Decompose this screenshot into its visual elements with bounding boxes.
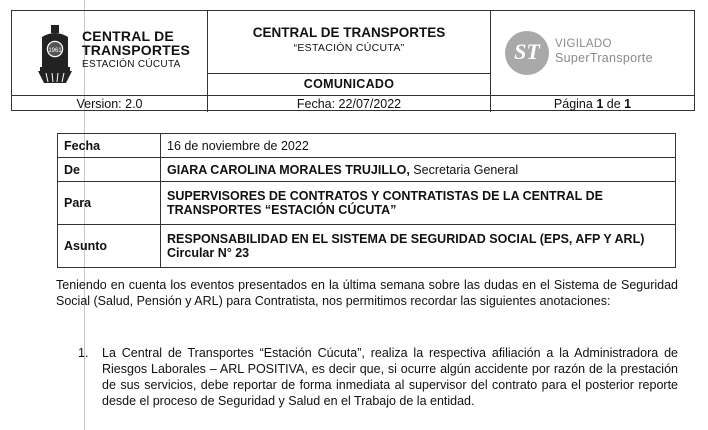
vigilado-line2: SuperTransporte (555, 51, 653, 65)
logo-line1: CENTRAL DE (82, 28, 174, 44)
table-row (58, 225, 676, 268)
logo-badge-text: 1961 (48, 48, 62, 54)
pagina-num: 1 (596, 97, 604, 111)
pagina-total: 1 (624, 97, 632, 111)
title-cell (208, 11, 491, 73)
asunto-text: RESPONSABILIDAD EN EL SISTEMA DE SEGURIDAD SOCIAL (EPS, AFP Y ARL) Circular N° 23 (167, 232, 645, 260)
de-role: Secretaria General (409, 162, 519, 177)
info-table (57, 133, 676, 268)
supertransporte-logo-icon (505, 31, 549, 75)
de-key: De (58, 158, 161, 182)
para-key: Para (58, 182, 161, 225)
fecha-value: 16 de noviembre de 2022 (161, 134, 676, 158)
list-item-number: 1. (78, 346, 89, 360)
pagina-mid: de (603, 97, 625, 111)
header-subtitle: “ESTACIÓN CÚCUTA” (293, 42, 405, 54)
pagina-label (491, 96, 694, 112)
vigilado-line1: VIGILADO (555, 38, 612, 50)
document-header (11, 10, 695, 111)
asunto-value (161, 225, 676, 268)
intro-paragraph: Teniendo en cuenta los eventos presentados en la última semana sobre las dudas en el Sistema de Seguridad Social (Salud, Pensión y ARL) para Contratista, nos permitimos recordar las siguientes anotaciones: (56, 278, 678, 308)
version-row (12, 95, 694, 112)
comunicado-cell (208, 73, 491, 95)
para-text: SUPERVISORES DE CONTRATOS Y CONTRATISTAS DE LA CENTRAL DE TRANSPORTES “ESTACIÓN CÚCUTA” (167, 189, 603, 217)
logo-line3: ESTACIÓN CÚCUTA (82, 59, 181, 70)
table-row (58, 134, 676, 158)
vigilado-cell (491, 11, 694, 95)
table-row (58, 182, 676, 225)
de-name: GIARA CAROLINA MORALES TRUJILLO, (167, 162, 410, 177)
para-value (161, 182, 676, 225)
list-item-text: La Central de Transportes “Estación Cúcuta”, realiza la respectiva afiliación a la Administradora de Riesgos Laborales – ARL POSITIVA, es decir que, si ocurre algún accidente por razón de la prestación de sus servicios, debe reportar de forma inmediata al supervisor del contrato para el posterior reporte desde el proceso de Seguridad y Salud en el Trabajo de la entidad. (102, 346, 678, 408)
comunicado-label: COMUNICADO (303, 77, 395, 91)
vigilado-text (555, 37, 653, 65)
version-label: Version: 2.0 (12, 96, 208, 112)
table-row (58, 158, 676, 182)
asunto-key: Asunto (58, 225, 161, 268)
pagina-prefix: Página (553, 97, 597, 111)
logo-cell (12, 11, 208, 95)
de-value (161, 158, 676, 182)
logo-text (82, 29, 190, 72)
fecha-label: Fecha: 22/07/2022 (208, 96, 491, 112)
fecha-key: Fecha (58, 134, 161, 158)
train-logo-icon (36, 25, 74, 83)
logo-line2: TRANSPORTES (82, 42, 190, 58)
st-badge-text: ST (514, 39, 540, 64)
header-title: CENTRAL DE TRANSPORTES (252, 25, 446, 40)
